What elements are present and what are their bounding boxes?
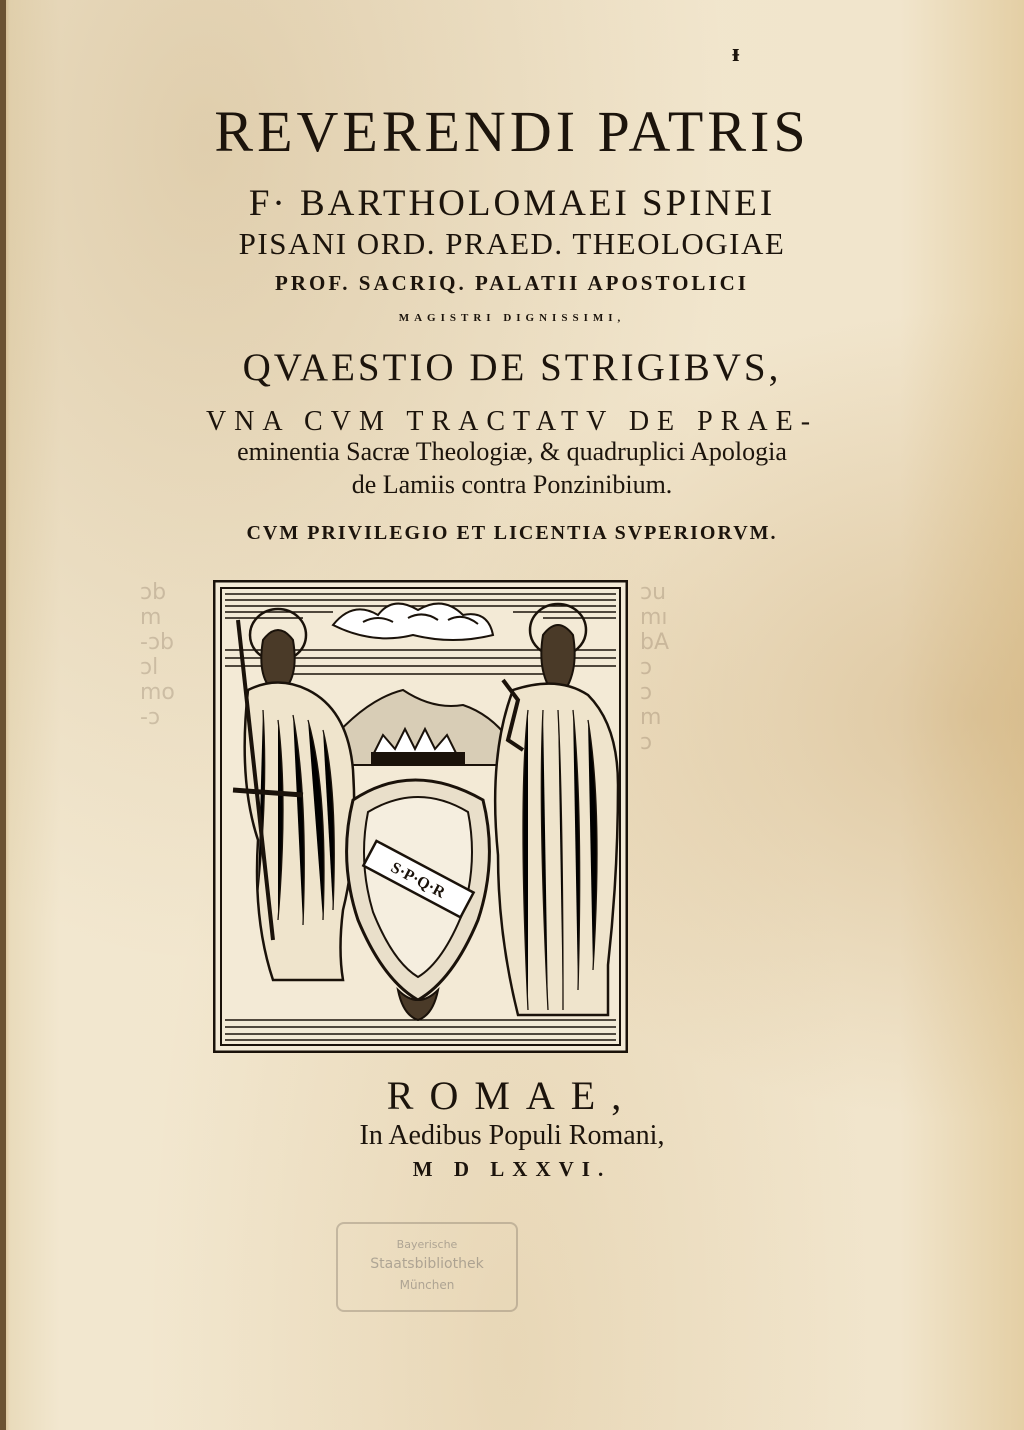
stamp-line-2: Staatsbibliothek xyxy=(370,1256,484,1272)
author-line-2: F· BARTHOLOMAEI SPINEI xyxy=(248,183,776,224)
subtitle-line-1: VNA CVM TRACTATV DE PRAE- xyxy=(205,406,819,437)
stamp-line-1: Bayerische xyxy=(396,1238,458,1251)
woodcut-illustration xyxy=(213,580,628,1053)
author-line-5: MAGISTRI DIGNISSIMI, xyxy=(398,312,626,324)
library-stamp xyxy=(336,1222,518,1312)
bleed-through-left: ɔb m -ɔb ɔl mo -ɔ xyxy=(140,580,175,730)
author-line-1: REVERENDI PATRIS xyxy=(214,99,810,164)
imprint-place: ROMAE, xyxy=(386,1073,638,1118)
shield-inscription: S·P·Q·R xyxy=(387,859,448,902)
author-line-4: PROF. SACRIQ. PALATII APOSTOLICI xyxy=(275,271,749,295)
author-line-3: PISANI ORD. PRAED. THEOLOGIAE xyxy=(238,226,786,261)
subtitle-line-3: de Lamiis contra Ponzinibium. xyxy=(351,470,673,499)
work-title: QVAESTIO DE STRIGIBVS, xyxy=(242,346,782,389)
ink-mark: ᵻ xyxy=(732,38,740,67)
subtitle-line-2: eminentia Sacræ Theologiæ, & quadruplici Apologia xyxy=(237,437,787,466)
privilege-line: CVM PRIVILEGIO ET LICENTIA SVPERIORVM. xyxy=(246,522,778,544)
imprint-printer: In Aedibus Populi Romani, xyxy=(359,1120,665,1151)
bleed-through-right: ɔu mı bA ɔ ɔ m ɔ xyxy=(640,580,670,755)
imprint-year: M D LXXVI. xyxy=(412,1157,612,1181)
stamp-line-3: München xyxy=(399,1278,455,1292)
